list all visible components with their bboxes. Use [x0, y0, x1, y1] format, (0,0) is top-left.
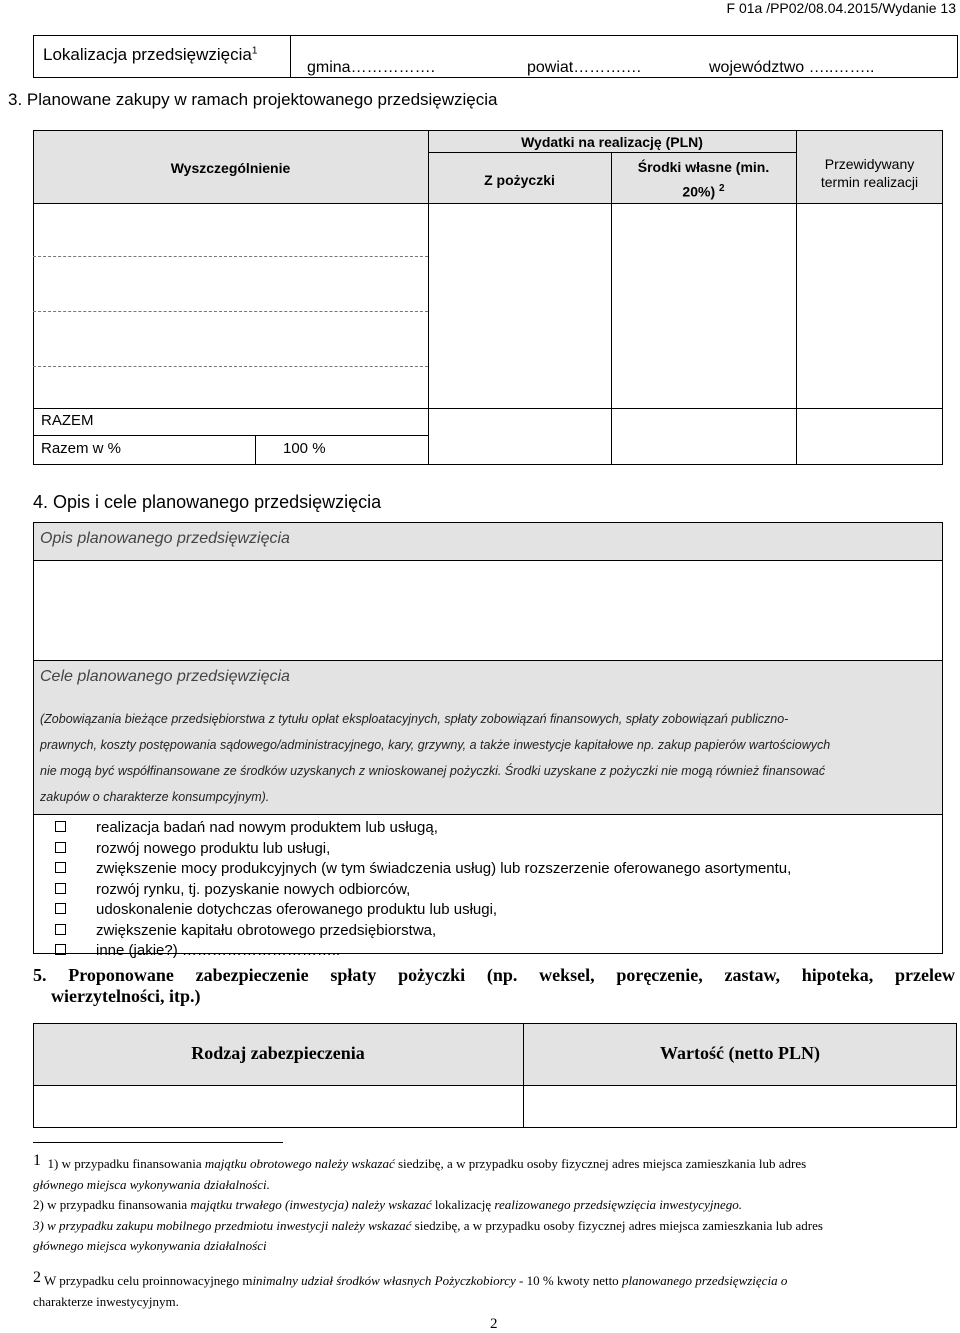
col-loan-header: Z pożyczki: [484, 172, 555, 188]
location-label: Lokalizacja przedsięwzięcia$^1$: [43, 45, 258, 64]
goals-note: (Zobowiązania bieżące przedsiębiorstwa z tytułu opłat eksploatacyjnych, spłaty zobowiązań finansowych, spłaty zobowiązań publiczno- prawnych, koszty postępowania sądowego/administracyjnego, kary, grzywny, a także inwestycje kapitałowe np. zakup papierów wartościowych nie mogą być współfinansowane ze środków uzyskanych z wnioskowanej pożyczki. Środki uzyskane z pożyczki nie mogą również finansować zakupów o charakterze konsumpcyjnym).: [40, 712, 831, 804]
col-security-type: Rodzaj zabezpieczenia: [191, 1043, 365, 1063]
powiat-field[interactable]: powiat……….…: [527, 59, 642, 76]
section4-box: [33, 522, 943, 959]
checkbox[interactable]: [55, 842, 66, 853]
goal-option[interactable]: inne (jakie?) …………………………..: [55, 941, 791, 962]
checkbox[interactable]: [55, 821, 66, 832]
col-expenses-header: Wydatki na realizację (PLN): [521, 134, 703, 150]
purchases-table: [33, 130, 943, 465]
description-label: Opis planowanego przedsięwzięcia: [40, 530, 290, 547]
location-label-cell: [33, 35, 291, 78]
security-table: [33, 1023, 957, 1128]
goal-option[interactable]: realizacja badań nad nowym produktem lub usługą,: [55, 818, 791, 839]
page-number: 2: [490, 1316, 498, 1332]
document-code: F 01a /PP02/08.04.2015/Wydanie 13: [726, 0, 956, 16]
col-term-header: Przewidywany termin realizacji: [820, 156, 919, 190]
security-type-field[interactable]: [34, 1086, 522, 1127]
col-security-value: Wartość (netto PLN): [660, 1043, 820, 1063]
location-values-cell: [290, 35, 958, 78]
footnote-separator: [33, 1142, 283, 1143]
checkbox[interactable]: [55, 862, 66, 873]
razem-percent-label: Razem w %: [41, 440, 122, 457]
col-own-funds-header: Środki własne (min. 20%) $^2$: [637, 159, 770, 200]
section5-title: 5. Proponowane zabezpieczenie spłaty pożyczki (np. weksel, poręczenie, zastaw, hipoteka, przelew wierzytelności, itp.): [33, 965, 955, 1006]
footnote-1: 1 1) w przypadku finansowania majątku obrotowego należy wskazać siedzibę, a w przypadku osoby fizycznej adres miejsca zamieszkania lub adres głównego miejsca wykonywania działalności. 2) w przypadku finansowania majątku trwałego (inwestycja) należy wskazać lokalizację realizowanego przedsięwzięcia inwestycyjnego. 3) w przypadku zakupu mobilnego przedmiotu inwestycji należy wskazać siedzibę, a w przypadku osoby fizycznej adres miejsca zamieszkania lub adres głównego miejsca wykonywania działalności: [33, 1152, 823, 1253]
section3-title: 3. Planowane zakupy w ramach projektowanego przedsięwzięcia: [8, 90, 498, 109]
description-field[interactable]: [33, 561, 943, 660]
goal-option[interactable]: udoskonalenie dotychczas oferowanego produktu lub usługi,: [55, 900, 791, 921]
col-spec-header: Wyszczególnienie: [170, 160, 291, 176]
section4-title: 4. Opis i cele planowanego przedsięwzięcia: [33, 492, 382, 512]
wojewodztwo-field[interactable]: województwo …..……..: [709, 59, 875, 76]
goals-options: [55, 818, 791, 962]
goal-option[interactable]: rozwój nowego produktu lub usługi,: [55, 839, 791, 860]
security-value-field[interactable]: [524, 1086, 956, 1127]
checkbox[interactable]: [55, 924, 66, 935]
percent-value: 100 %: [283, 440, 326, 457]
goal-option[interactable]: rozwój rynku, tj. pozyskanie nowych odbiorców,: [55, 880, 791, 901]
checkbox[interactable]: [55, 903, 66, 914]
checkbox[interactable]: [55, 883, 66, 894]
gmina-field[interactable]: gmina…………….: [307, 59, 436, 76]
razem-label: RAZEM: [41, 412, 94, 429]
footnote-2: 2 W przypadku celu proinnowacyjnego minimalny udział środków własnych Pożyczkobiorcy - 10 % kwoty netto planowanego przedsięwzięcia o charakterze inwestycyjnym.: [33, 1269, 788, 1309]
goal-option[interactable]: zwiększenie kapitału obrotowego przedsiębiorstwa,: [55, 921, 791, 942]
goal-option[interactable]: zwiększenie mocy produkcyjnych (w tym świadczenia usług) lub rozszerzenie oferowanego asortymentu,: [55, 859, 791, 880]
goals-label: Cele planowanego przedsięwzięcia: [40, 668, 290, 685]
checkbox[interactable]: [55, 944, 66, 955]
